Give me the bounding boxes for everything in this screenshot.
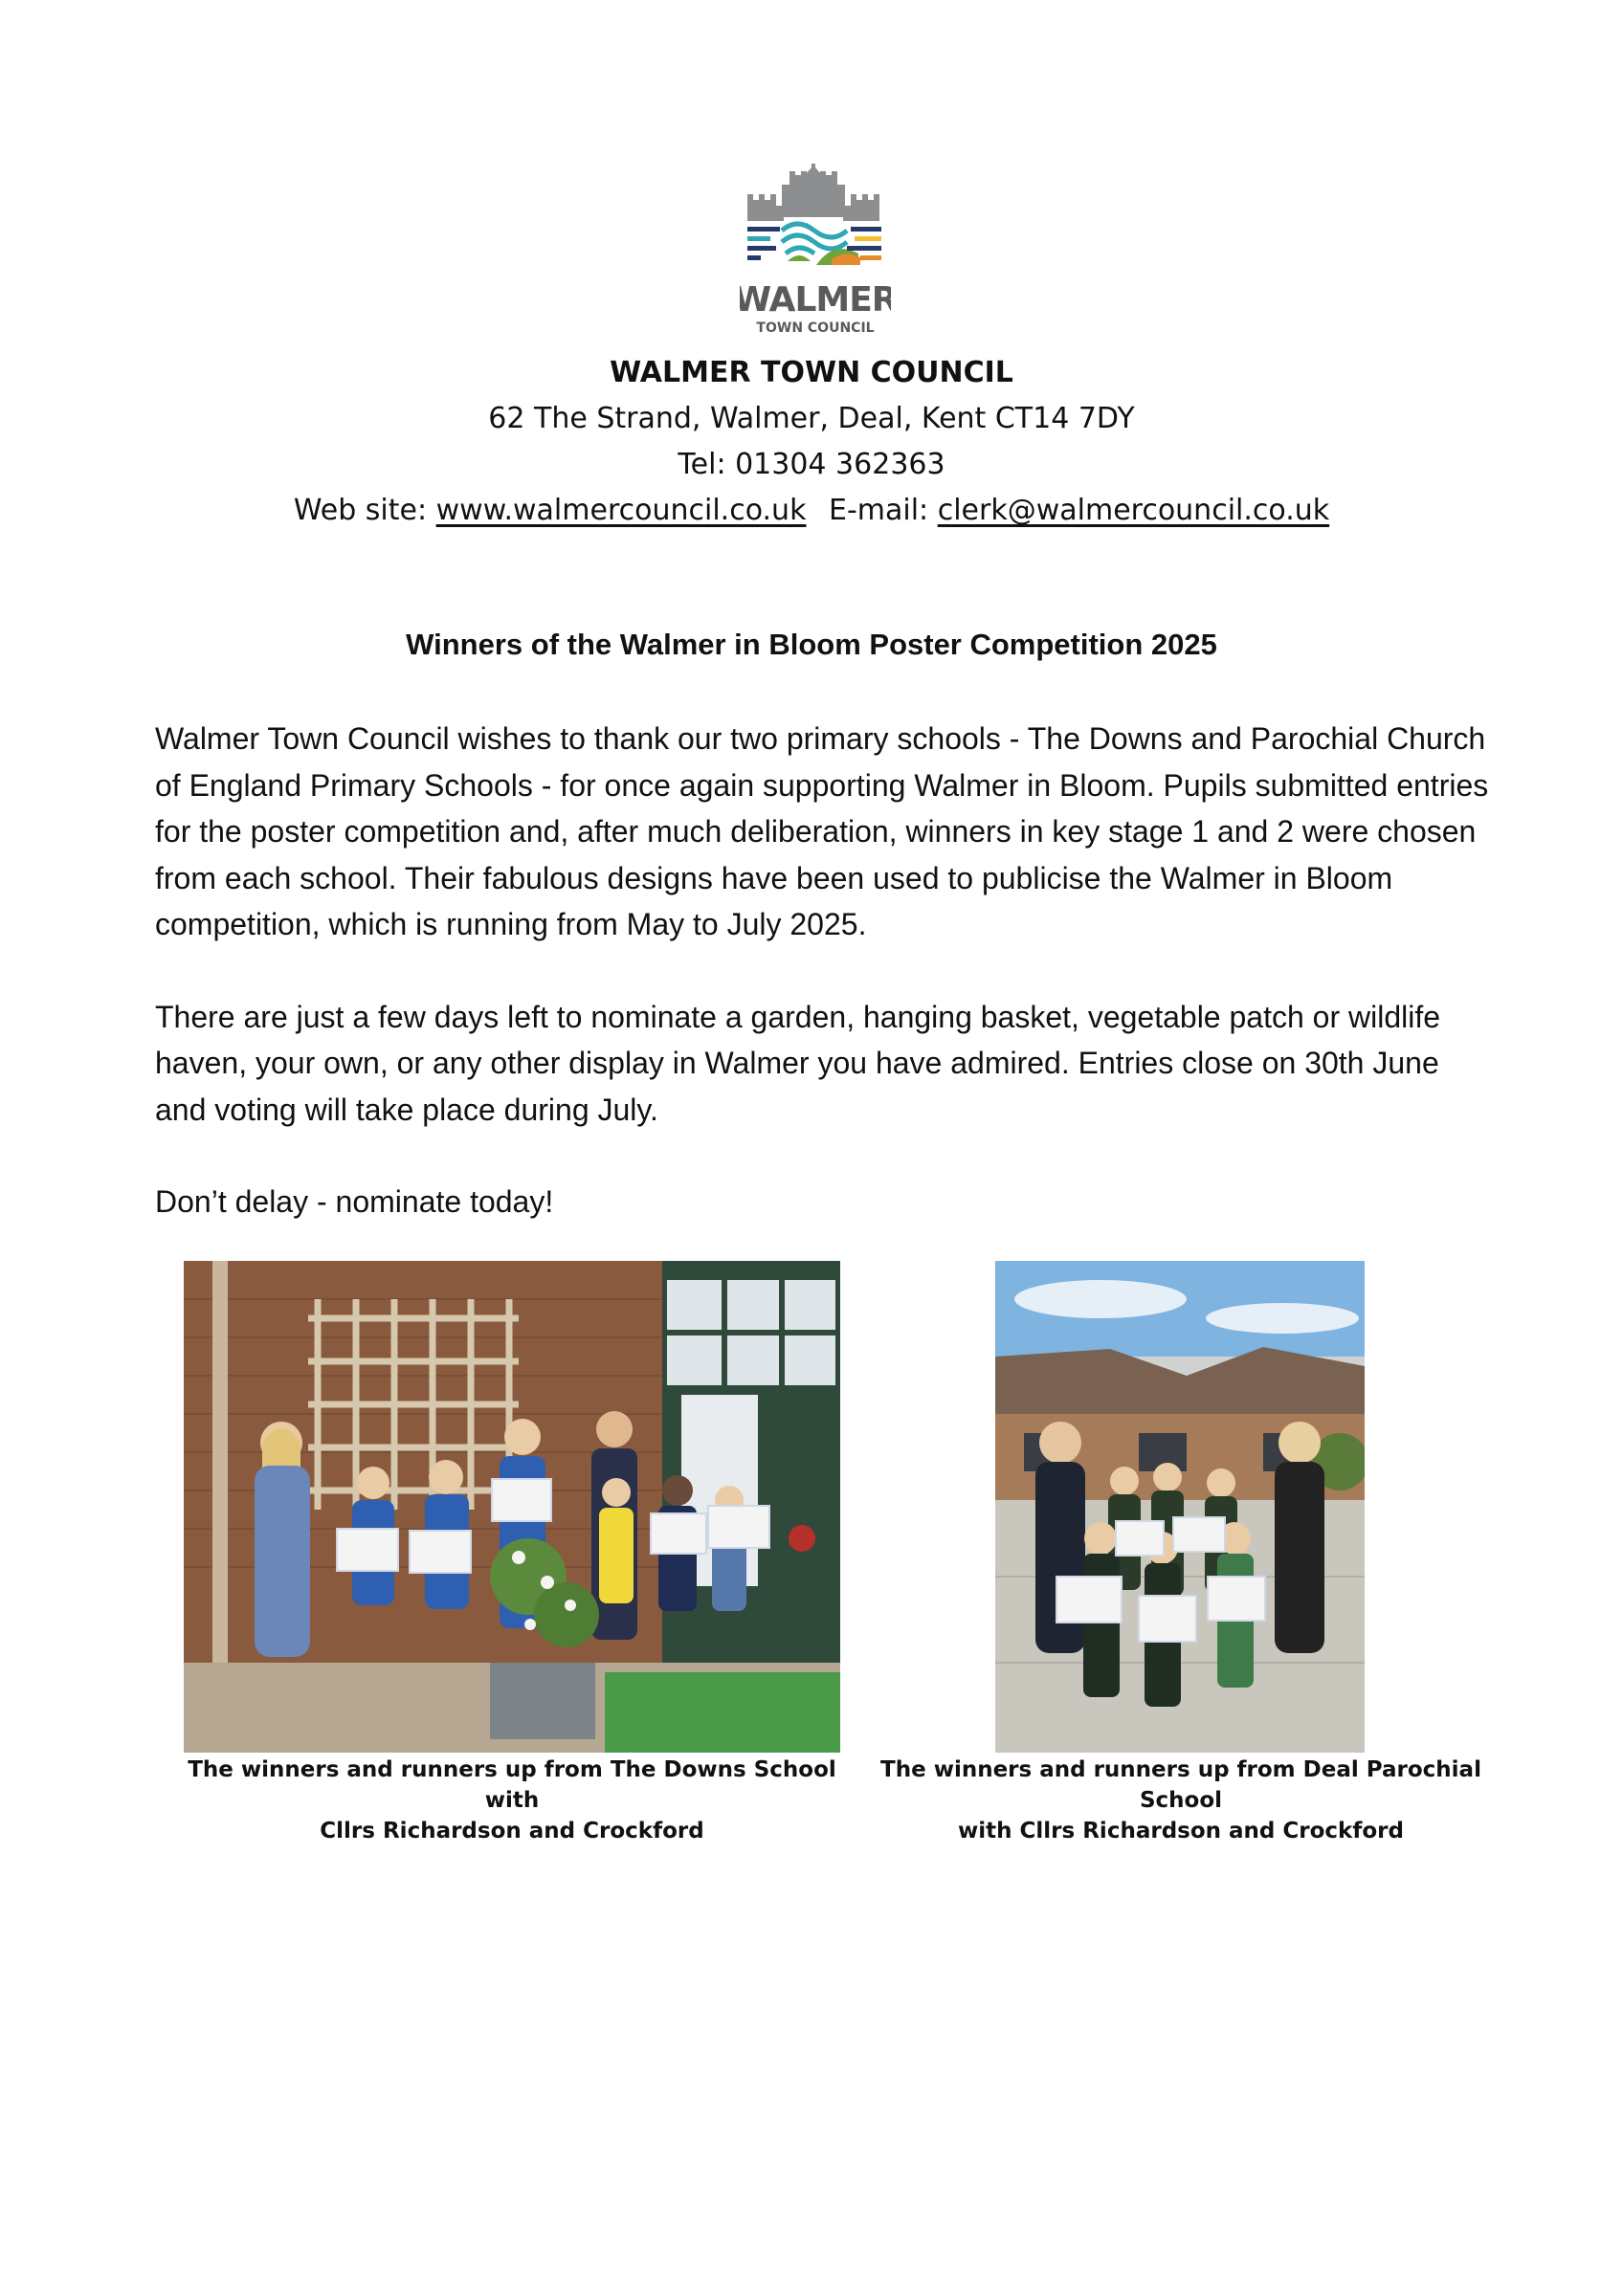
paragraph: Don’t delay - nominate today! [155,1184,554,1219]
telephone: Tel: 01304 362363 [678,448,945,481]
walmer-town-council-logo [740,158,891,342]
photo-caption-deal-parochial [865,1755,1497,1846]
website-label: Web site: [293,494,428,527]
paragraph: Walmer Town Council wishes to thank our two primary schools - The Downs and Parochial Church of England Primary Schools - for once again supporting Walmer in Bloom. Pupils submitted entries for the poster competition and, after much deliberation, winners in key stage 1 and 2 were chosen from each school. Their fabulous designs have been used to publicise the Walmer in Bloom competition, which is running from May to July 2025. [155,721,1489,941]
svg-text:TOWN COUNCIL: TOWN COUNCIL [756,320,875,336]
caption-line: Cllrs Richardson and Crockford [320,1819,704,1843]
paragraph: There are just a few days left to nominate a garden, hanging basket, vegetable patch or wildlife haven, your own, or any other display in Walmer you have admired. Entries close on 30th June and voting will take place during July. [155,999,1441,1127]
contact-line [0,488,1623,534]
castle-icon [747,164,879,221]
caption-line: The winners and runners up from Deal Parochial School [880,1757,1481,1813]
website-link[interactable]: www.walmercouncil.co.uk [435,494,807,527]
organisation-name: WALMER TOWN COUNCIL [610,356,1013,389]
email-link[interactable]: clerk@walmercouncil.co.uk [937,494,1330,527]
article-body [155,716,1495,1271]
article-title: Winners of the Walmer in Bloom Poster Competition 2025 [406,628,1217,661]
caption-line: with Cllrs Richardson and Crockford [958,1819,1404,1843]
photo-caption-downs [174,1755,850,1846]
photo-deal-parochial-school [995,1261,1365,1753]
photo-downs-school [184,1261,840,1753]
letterhead [0,350,1623,534]
email-label: E-mail: [829,494,929,527]
caption-line: The winners and runners up from The Downs School with [188,1757,836,1813]
address: 62 The Strand, Walmer, Deal, Kent CT14 7DY [488,402,1135,435]
svg-text:WALMER: WALMER [740,280,891,320]
